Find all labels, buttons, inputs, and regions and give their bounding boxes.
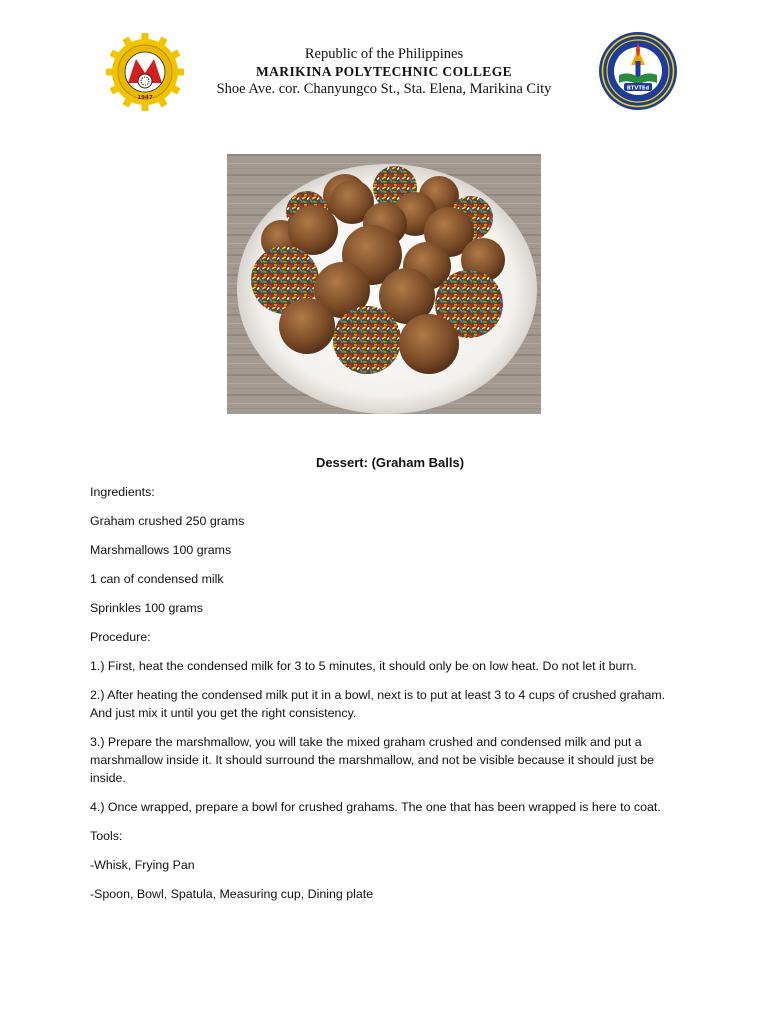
seal-year: 1947 [137, 95, 153, 101]
college-address: Shoe Ave. cor. Chanyungco St., Sta. Elena, Marikina City [216, 81, 552, 97]
republic-line: Republic of the Philippines [304, 46, 464, 62]
ingredient-item: Sprinkles 100 grams [90, 601, 203, 615]
recipe-title: Dessert: (Graham Balls) [315, 455, 465, 470]
tool-item: -Whisk, Frying Pan [90, 858, 195, 872]
graham-balls-photo [227, 154, 541, 414]
college-name: MARIKINA POLYTECHNIC COLLEGE [256, 64, 512, 79]
procedure-step: 4.) Once wrapped, prepare a bowl for crushed grahams. The one that has been wrapped is here to coat. [90, 800, 661, 814]
seal-label: BTVTEd [626, 85, 650, 92]
procedure-step: 1.) First, heat the condensed milk for 3 to 5 minutes, it should only be on low heat. Do not let it burn. [90, 659, 637, 673]
marikina-polytechnic-college-seal-icon [106, 33, 184, 111]
procedure-heading: Procedure: [90, 630, 151, 644]
ingredients-heading: Ingredients: [90, 485, 155, 499]
ingredient-item: Marshmallows 100 grams [90, 543, 232, 557]
tools-heading: Tools: [90, 829, 123, 843]
document-header [0, 0, 768, 120]
tool-item: -Spoon, Bowl, Spatula, Measuring cup, Dining plate [90, 887, 374, 901]
ingredient-item: 1 can of condensed milk [90, 572, 224, 586]
procedure-step: 3.) Prepare the marshmallow, you will take the mixed graham crushed and condensed milk and put a marshmallow inside it. It should surround the marshmallow, and not be visible because it should just be inside. [90, 735, 655, 785]
ingredient-item: Graham crushed 250 grams [90, 514, 245, 528]
procedure-step: 2.) After heating the condensed milk put it in a bowl, next is to put at least 3 to 4 cups of crushed graham. And just mix it until you get the right consistency. [90, 688, 666, 720]
btvted-seal-icon [598, 31, 678, 111]
school-letterhead [184, 46, 584, 98]
recipe-body [90, 454, 680, 914]
